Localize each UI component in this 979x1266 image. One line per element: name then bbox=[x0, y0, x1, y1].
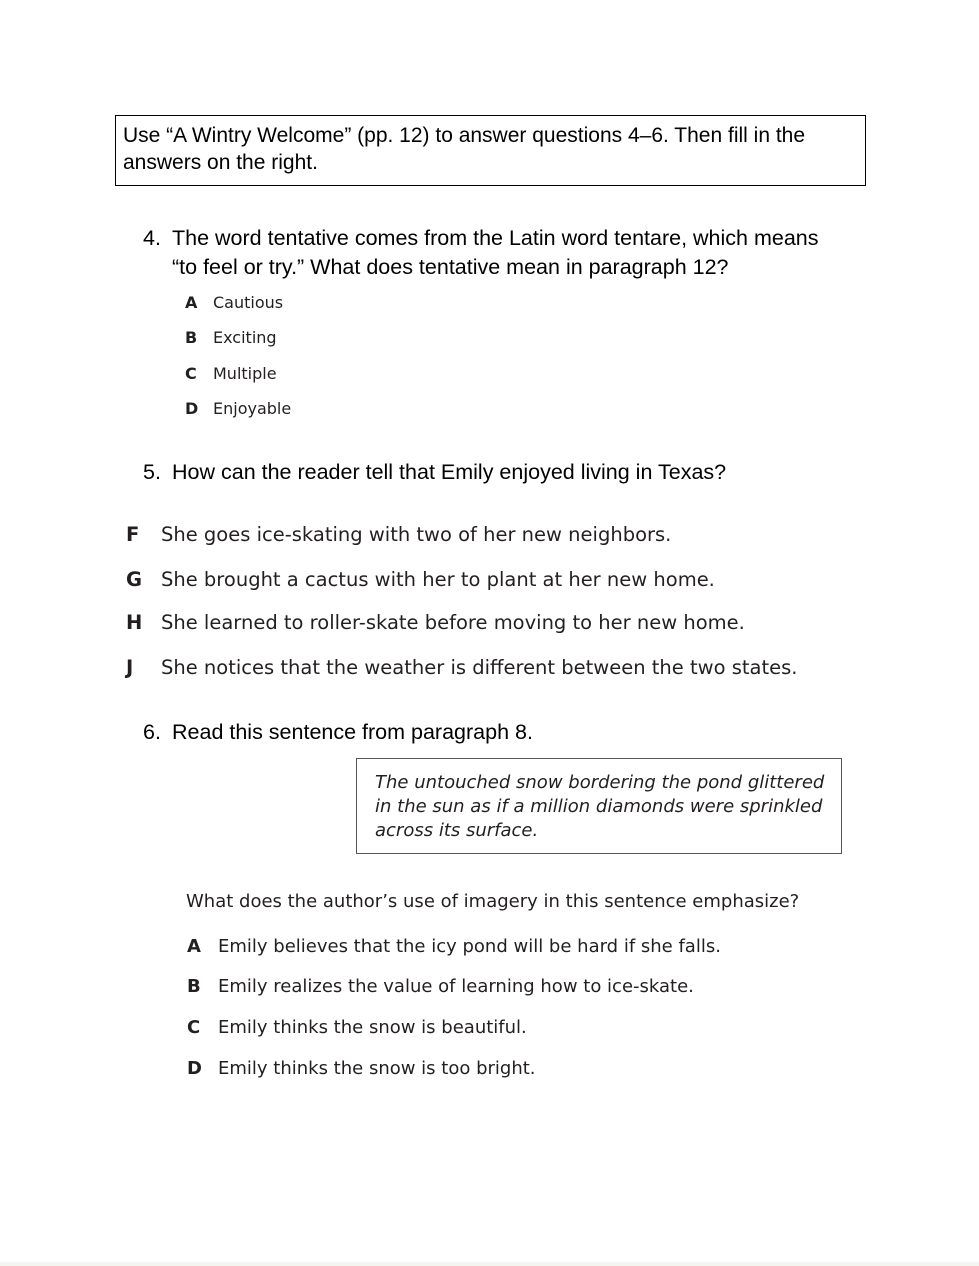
q5-option-g[interactable] bbox=[126, 568, 926, 594]
question-6-prompt: What does the author’s use of imagery in this sentence emphasize? bbox=[186, 891, 800, 912]
question-5-number: 5. bbox=[143, 460, 161, 484]
option-text: Emily believes that the icy pond will be hard if she falls. bbox=[218, 936, 721, 957]
option-text: She goes ice-skating with two of her new neighbors. bbox=[161, 523, 672, 546]
q4-option-c[interactable] bbox=[185, 364, 485, 384]
question-4-line-1: The word tentative comes from the Latin word tentare, which means bbox=[172, 226, 819, 250]
option-text: Emily thinks the snow is too bright. bbox=[218, 1058, 536, 1079]
option-letter: D bbox=[185, 399, 199, 418]
q6-option-c[interactable] bbox=[187, 1017, 887, 1041]
q4-option-a[interactable] bbox=[185, 293, 485, 313]
question-4-line-2: “to feel or try.” What does tentative mean in paragraph 12? bbox=[172, 255, 729, 279]
option-letter: A bbox=[185, 293, 198, 312]
quote-line-3: across its surface. bbox=[375, 820, 539, 841]
q4-option-b[interactable] bbox=[185, 328, 485, 348]
option-letter: B bbox=[187, 976, 201, 997]
option-letter: C bbox=[187, 1017, 201, 1038]
quote-box bbox=[356, 758, 842, 854]
option-text: She learned to roller-skate before moving to her new home. bbox=[161, 611, 745, 634]
option-letter: B bbox=[185, 328, 198, 347]
option-letter: J bbox=[126, 656, 134, 679]
q4-option-d[interactable] bbox=[185, 399, 485, 419]
quote-line-2: in the sun as if a million diamonds were sprinkled bbox=[375, 796, 823, 817]
option-text: Exciting bbox=[213, 328, 277, 347]
q5-option-j[interactable] bbox=[126, 656, 926, 682]
option-letter: D bbox=[187, 1058, 202, 1079]
option-text: Enjoyable bbox=[213, 399, 292, 418]
q6-option-d[interactable] bbox=[187, 1058, 887, 1082]
option-text: She brought a cactus with her to plant at her new home. bbox=[161, 568, 715, 591]
option-text: She notices that the weather is different between the two states. bbox=[161, 656, 798, 679]
option-text: Emily realizes the value of learning how to ice-skate. bbox=[218, 976, 694, 997]
option-letter: H bbox=[126, 611, 143, 634]
option-letter: G bbox=[126, 568, 143, 591]
q6-option-a[interactable] bbox=[187, 936, 887, 960]
option-text: Cautious bbox=[213, 293, 284, 312]
option-letter: C bbox=[185, 364, 197, 383]
question-6-number: 6. bbox=[143, 720, 161, 744]
instructions-box bbox=[115, 115, 866, 186]
question-5-text: How can the reader tell that Emily enjoyed living in Texas? bbox=[172, 460, 727, 484]
option-letter: F bbox=[126, 523, 140, 546]
page-bottom-edge bbox=[0, 1262, 979, 1266]
question-6-text: Read this sentence from paragraph 8. bbox=[172, 720, 533, 744]
quote-line-1: The untouched snow bordering the pond glittered bbox=[375, 772, 825, 793]
option-letter: A bbox=[187, 936, 201, 957]
option-text: Emily thinks the snow is beautiful. bbox=[218, 1017, 527, 1038]
q5-option-f[interactable] bbox=[126, 523, 926, 549]
q6-option-b[interactable] bbox=[187, 976, 887, 1000]
instructions-text: Use “A Wintry Welcome” (pp. 12) to answer questions 4–6. Then fill in the answers on the right. bbox=[123, 124, 806, 174]
question-4-number: 4. bbox=[143, 226, 161, 250]
q5-option-h[interactable] bbox=[126, 611, 926, 637]
question-4-text bbox=[172, 224, 872, 282]
option-text: Multiple bbox=[213, 364, 277, 383]
